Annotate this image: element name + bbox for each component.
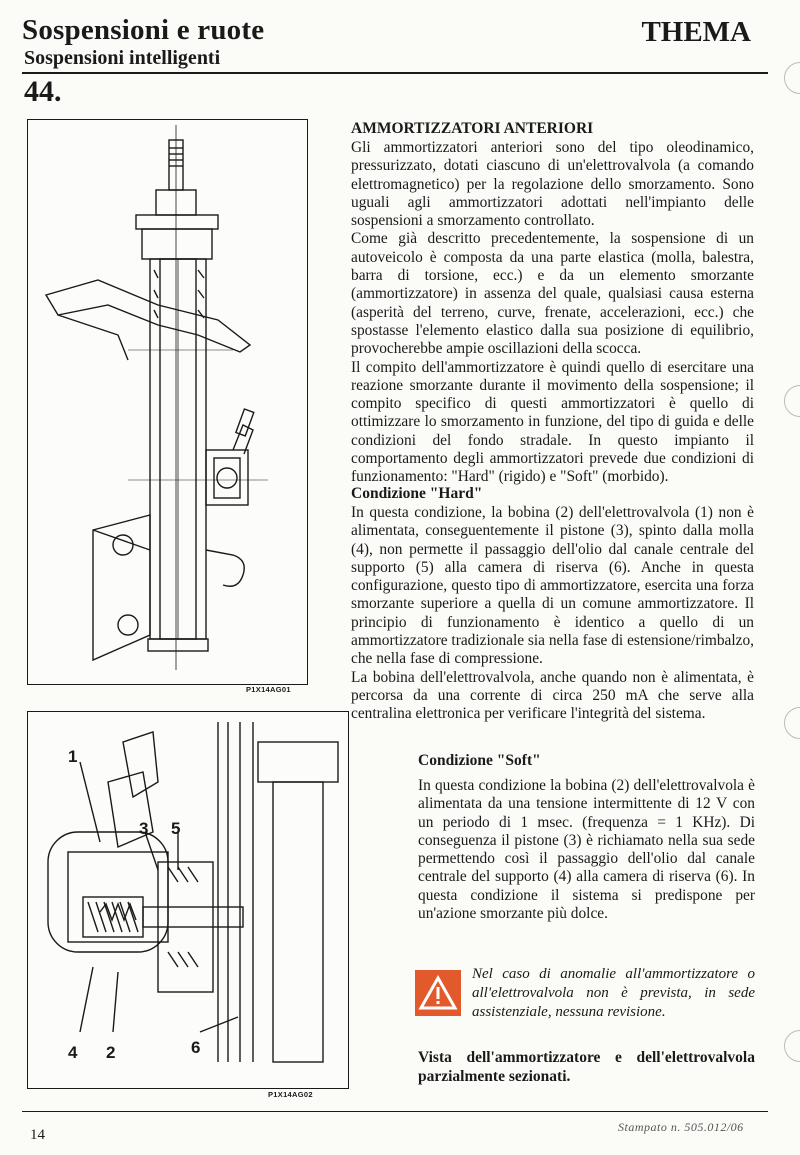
section-hard [351, 484, 754, 724]
callout-2: 2 [106, 1043, 116, 1062]
section-soft [418, 751, 755, 923]
callout-1: 1 [68, 747, 78, 766]
print-reference: Stampato n. 505.012/06 [618, 1120, 744, 1134]
brand-title: THEMA [641, 16, 751, 48]
binder-hole-mark [784, 385, 800, 417]
front-paragraph-3: Il compito dell'ammortizzatore è quindi quello di esercitare una reazione smorzante durante il movimento della sospensione; il compito specifico di questi ammortizzatori è quello di ottimizzare lo smorzamento in funzione, del tipo di guida e delle condizioni del fondo stradale. In questo impianto il comportamento degli ammortizzatori prevede due condizioni di funzionamento: "Hard" (rigido) e "Soft" (morbido). [351, 358, 754, 486]
solenoid-valve-drawing [28, 712, 348, 1088]
warning-icon-box [415, 970, 461, 1016]
front-paragraph-1: Gli ammortizzatori anteriori sono del tipo oleodinamico, pressurizzato, dotati ciascuno di un'elettrovalvola (a comando elettromagnetico) per la regolazione dello smorzamento. Sono uguali agli ammortizzatori adottati nell'impianto delle sospensioni a smorzamento controllato. [351, 139, 754, 230]
footer-rule [22, 1111, 768, 1112]
section-number: 44. [24, 75, 62, 108]
page-subtitle: Sospensioni intelligenti [24, 47, 221, 69]
callout-3: 3 [139, 819, 149, 838]
page-number: 14 [30, 1127, 45, 1143]
solenoid-valve-figure [27, 711, 349, 1089]
shock-absorber-figure [27, 119, 308, 685]
section-soft-title: Condizione "Soft" [418, 752, 541, 769]
header-rule [22, 72, 768, 74]
soft-paragraph-1: In questa condizione la bobina (2) dell'elettrovalvola è alimentata da una tensione intermittente di 12 V con un periodo di 1 msec. (frequenza = 1 KHz). Di conseguenza il pistone (3) è richiamato nella sua sede permettendo così il passaggio dell'olio dal canale centrale del supporto (4) alla camera di riserva (6). In questa condizione il sistema si predispone per un'azione smorzante più dolce. [418, 777, 755, 923]
figure2-caption: P1X14AG02 [268, 1090, 313, 1099]
warning-note: Nel caso di anomalie all'ammortizzatore o all'elettrovalvola non è prevista, in sede assistenziale, nessuna revisione. [472, 966, 755, 1020]
section-hard-title: Condizione "Hard" [351, 485, 483, 502]
hard-paragraph-1: In questa condizione, la bobina (2) dell'elettrovalvola (1) non è alimentata, conseguentemente il pistone (3), spinto dalla molla (4), non permette il passaggio dell'olio dal canale centrale del supporto (5) alla camera di riserva (6). Anche in questa configurazione, questo tipo di ammortizzatore, esercita una forza smorzante superiore a quella di un comune ammortizzatore. Il principio di funzionamento è identico a quello di un ammortizzatore tradizionale sia nella fase di estensione/rimbalzo, che nella fase di compressione. [351, 504, 754, 668]
figure-description: Vista dell'ammortizzatore e dell'elettrovalvola parzialmente sezionati. [418, 1049, 755, 1085]
hard-paragraph-2: La bobina dell'elettrovalvola, anche quando non è alimentata, è percorsa da una corrente di circa 250 mA che serve alla centralina elettronica per verificare l'integrità del sistema. [351, 668, 754, 723]
shock-absorber-drawing [28, 120, 307, 684]
warning-triangle-icon [415, 970, 461, 1016]
binder-hole-mark [784, 1030, 800, 1062]
binder-hole-mark [784, 62, 800, 94]
callout-4: 4 [68, 1043, 78, 1062]
binder-hole-mark [784, 707, 800, 739]
page-title: Sospensioni e ruote [22, 14, 265, 46]
callout-5: 5 [171, 819, 181, 838]
figure1-caption: P1X14AG01 [246, 685, 291, 694]
section-front-dampers [351, 119, 754, 487]
section-front-title: AMMORTIZZATORI ANTERIORI [351, 120, 594, 137]
callout-6: 6 [191, 1038, 201, 1057]
front-paragraph-2: Come già descritto precedentemente, la sospensione di un autoveicolo è composta da una parte elastica (molla, balestra, barra di torsione, ecc.) e da un elemento smorzante (ammortizzatore) in assenza del quale, qualsiasi causa esterna (asperità del terreno, curve, frenate, accelerazioni, ecc.) che spostasse l'elemento elastico dalla sua posizione di equilibrio, provocherebbe ampie oscillazioni della scocca. [351, 230, 754, 358]
